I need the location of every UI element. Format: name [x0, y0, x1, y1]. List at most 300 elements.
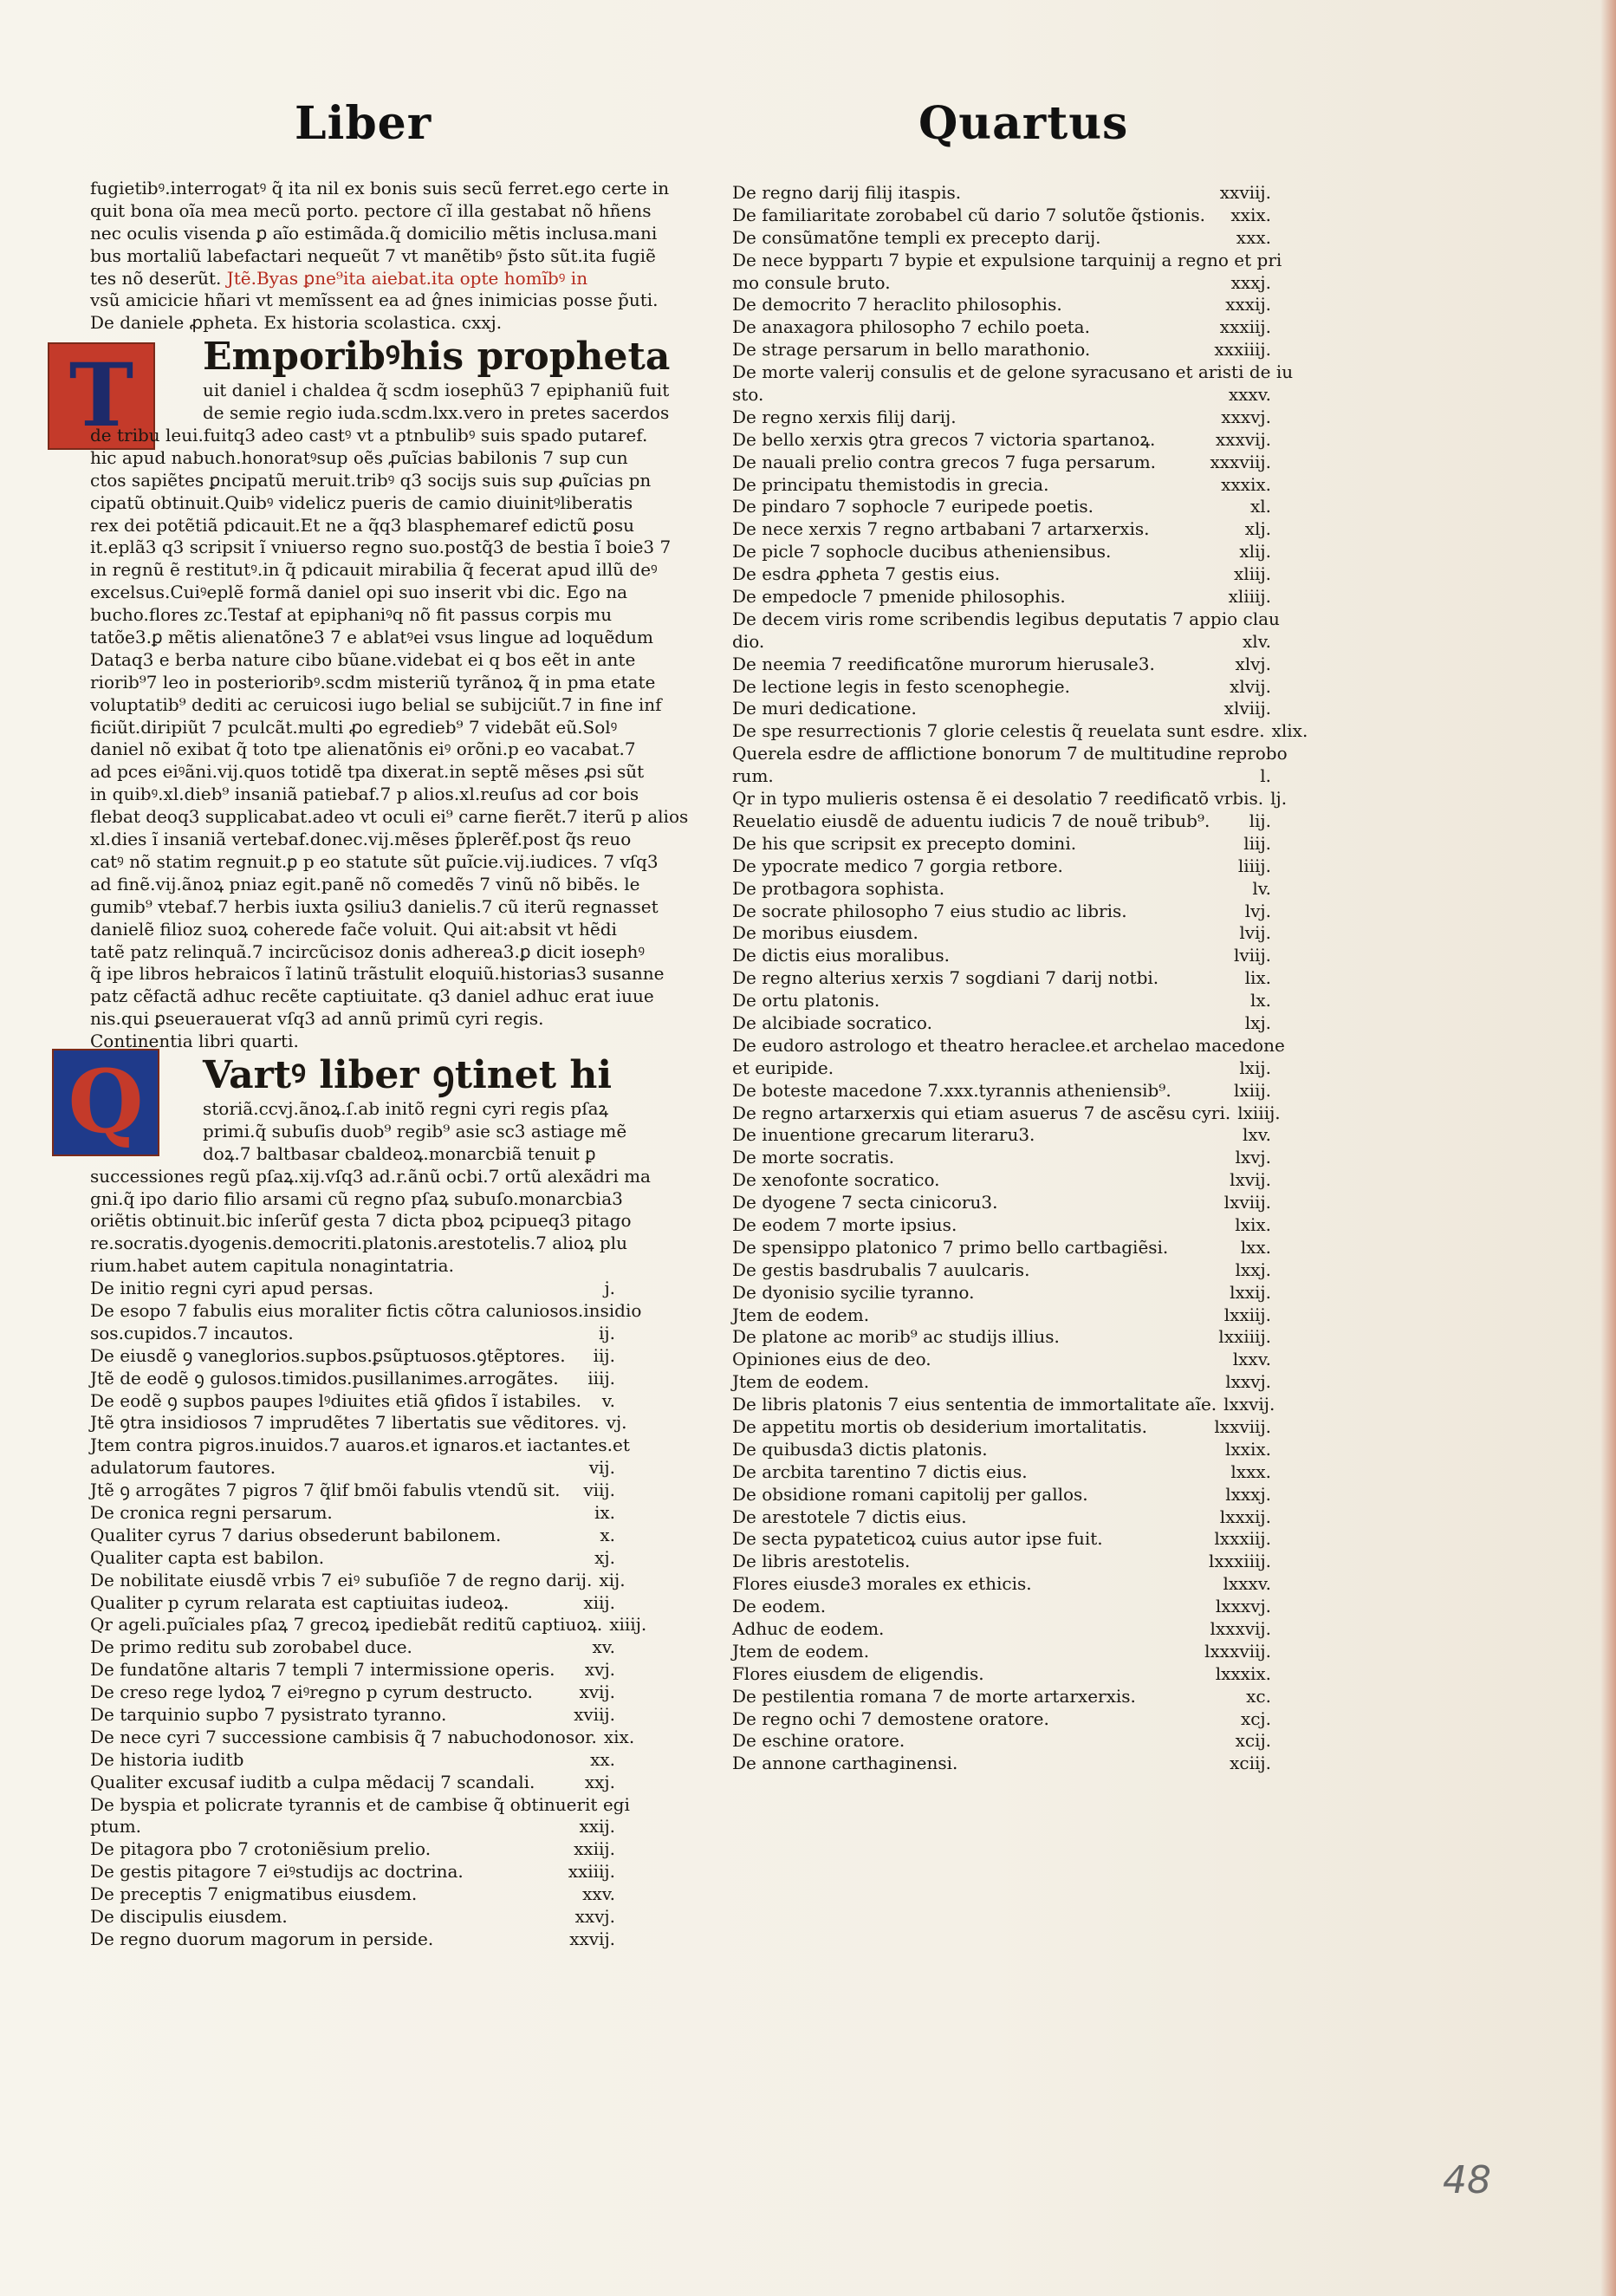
left-continentia-text: [90, 1097, 651, 1278]
toc-entry-title: mo consule bruto.: [732, 271, 891, 293]
text-line: flebat deoq3 supplicabat.adeo vt oculi ei⁹ carne fierẽt.7 iterũ p alios: [90, 806, 689, 828]
text-line: quit bona oĩa mea mecũ porto. pectore cĩ illa gestabat nõ hñens: [90, 199, 652, 221]
toc-entry: [90, 1749, 615, 1772]
toc-entry-title: De platone ac morib⁹ ac studijs illius.: [732, 1326, 1060, 1348]
toc-entry-number: lij.: [1249, 810, 1271, 831]
toc-entry-number: xxxv.: [1228, 384, 1271, 406]
text-line: de semie regio iuda.scdm.lxx.vero in pretes sacerdos: [203, 402, 670, 424]
toc-entry: [732, 922, 1271, 945]
running-head-right: Quartus: [918, 97, 1129, 150]
toc-entry: [732, 339, 1271, 361]
toc-entry-title: Jtẽ ꝯtra insidiosos 7 imprudẽtes 7 libertatis sue vẽditores.: [90, 1412, 600, 1434]
toc-entry-title: De initio regni cyri apud persas.: [90, 1278, 374, 1299]
toc-entry-number: xlvij.: [1230, 675, 1271, 697]
toc-entry-number: liiij.: [1237, 855, 1271, 876]
toc-entry-title: Querela esdre de afflictione bonorum 7 de multitudine reprobo: [732, 743, 1288, 764]
toc-entry-number: lxj.: [1244, 1011, 1271, 1033]
folio-number: 48: [1443, 2158, 1491, 2202]
toc-entry-title: De dyogene 7 secta cinicoru3.: [732, 1192, 998, 1213]
toc-entry-title: Jtem de eodem.: [732, 1371, 870, 1393]
toc-entry-number: lxxj.: [1235, 1259, 1271, 1280]
toc-entry: [732, 1147, 1271, 1169]
toc-entry: [732, 316, 1271, 339]
toc-entry-number: xxxiij.: [1219, 316, 1271, 338]
toc-entry: [90, 1592, 615, 1615]
toc-entry: [90, 1323, 615, 1345]
text-line: oriẽtis obtinuit.bic inſerũf gesta 7 dicta pboꝝ pcipueq3 pitago: [90, 1210, 632, 1232]
text-line: ficiũt.diripiũt 7 pculcãt.multi ꝓo egredieb⁹ 7 videbãt eũ.Solꝰ: [90, 716, 618, 738]
toc-entry: [90, 1636, 615, 1659]
toc-entry: [732, 698, 1271, 720]
left-column: [90, 178, 689, 1951]
toc-entry-number: xiij.: [583, 1591, 615, 1613]
toc-entry-number: j.: [604, 1278, 615, 1299]
toc-entry-title: De his que scripsit ex precepto domini.: [732, 832, 1077, 854]
toc-entry: [90, 1525, 615, 1547]
toc-entry: [732, 586, 1271, 608]
toc-entry-title: Qr in typo mulieris ostensa ẽ ei desolatio 7 reedificatõ vrbis.: [732, 788, 1264, 810]
toc-entry-title: De creso rege lydoꝝ 7 eiꝰregno p cyrum destructo.: [90, 1681, 533, 1703]
toc-entry-title: De nauali prelio contra grecos 7 fuga persarum.: [732, 451, 1157, 472]
toc-entry-title: De libris platonis 7 eius sententia de immortalitate aĩe.: [732, 1394, 1217, 1415]
toc-entry-number: xlv.: [1243, 630, 1271, 652]
toc-entry: [90, 1726, 635, 1749]
left-table-of-contents: [90, 1278, 647, 1951]
text-line: successiones regũ pſaꝝ.xij.vſq3 ad.r.ãnũ ocbi.7 ortũ alexãdri ma: [90, 1165, 651, 1187]
toc-entry-number: lj.: [1270, 788, 1288, 810]
toc-entry: [90, 1569, 626, 1592]
toc-entry: [732, 1596, 1271, 1618]
toc-entry-number: xx.: [590, 1748, 615, 1770]
toc-entry: [732, 452, 1271, 474]
toc-entry-title: De bello xerxis ꝯtra grecos 7 victoria spartanoꝝ.: [732, 428, 1156, 450]
toc-entry-title: ptum.: [90, 1816, 142, 1837]
toc-entry: [90, 1838, 615, 1861]
toc-entry-number: xix.: [603, 1726, 635, 1747]
toc-entry-title: De democrito 7 heraclito philosophis.: [732, 294, 1062, 315]
toc-entry: [732, 967, 1271, 990]
toc-entry: [90, 1480, 615, 1502]
toc-entry-number: lxxx.: [1230, 1460, 1271, 1482]
toc-entry-number: [641, 1300, 648, 1323]
toc-entry-number: lxv.: [1243, 1124, 1271, 1146]
toc-entry-number: xij.: [599, 1569, 626, 1590]
toc-entry-number: lxij.: [1239, 1057, 1271, 1078]
toc-entry-number: xxx.: [1236, 226, 1271, 248]
toc-entry: [90, 1816, 615, 1838]
toc-entry: [732, 384, 1271, 407]
toc-entry: [732, 945, 1271, 967]
toc-entry-number: [1285, 1035, 1292, 1057]
text-line: nis.qui ꝑseuerauerat vſq3 ad annũ primũ cyri regis.: [90, 1008, 544, 1030]
toc-entry-number: lxxxv.: [1223, 1573, 1271, 1595]
text-line: Dataq3 e berba nature cibo bũane.videbat ei q bos eẽt in ante: [90, 648, 636, 670]
toc-entry-number: [630, 1794, 637, 1817]
text-line: rex dei potẽtiã pdicauit.Et ne a q̃q3 blasphemaref edictũ ꝑosu: [90, 514, 635, 536]
text-line: Continentia libri quarti.: [90, 1031, 299, 1052]
text-line: it.eplã3 q3 scripsit ĩ vniuerso regno suo.postq̃3 de bestia ĩ boie3 7: [90, 537, 672, 558]
toc-entry-number: xciij.: [1230, 1753, 1271, 1774]
toc-entry-number: x.: [600, 1524, 615, 1545]
toc-entry-number: lxxxij.: [1219, 1506, 1271, 1527]
toc-entry-number: lxxxj.: [1225, 1483, 1271, 1505]
toc-entry-title: De nobilitate eiusdẽ vrbis 7 eiꝰ subuſiõe 7 de regno darij.: [90, 1569, 593, 1590]
left-heading-line: [90, 335, 671, 380]
toc-entry-number: lv.: [1252, 877, 1271, 899]
toc-entry: [732, 474, 1271, 497]
toc-entry: [732, 518, 1271, 541]
text-line: gumib⁹ vtebaf.7 herbis iuxta ꝯsiliu3 danielis.7 cũ iterũ regnasset: [90, 895, 659, 917]
toc-entry-number: lxxxvij.: [1210, 1618, 1271, 1639]
text-segment: tes nõ deserũt.: [90, 267, 222, 289]
toc-entry-title: De regno duorum magorum in perside.: [90, 1928, 434, 1949]
toc-entry: [732, 833, 1271, 855]
toc-entry: [732, 294, 1271, 316]
toc-entry-number: lxvij.: [1230, 1169, 1271, 1191]
toc-entry-number: xxiiij.: [568, 1861, 615, 1883]
toc-entry: [732, 1326, 1271, 1349]
toc-entry-title: De esdra ꝓpheta 7 gestis eius.: [732, 563, 1001, 585]
toc-entry: [90, 1390, 615, 1413]
toc-entry-number: xxij.: [579, 1816, 615, 1837]
toc-entry-number: lxx.: [1240, 1236, 1271, 1258]
toc-entry-title: De lectione legis in festo scenophegie.: [732, 675, 1070, 697]
text-line: bus mortaliũ labefactari nequeũt 7 vt manẽtibꝰ p̃sto sũt.ita fugiẽ: [90, 244, 656, 266]
toc-entry-number: xliiij.: [1228, 586, 1271, 608]
text-line: hic apud nabuch.honoratꝰsup oẽs ꝓuĩcias babilonis 7 sup cun: [90, 446, 628, 468]
toc-entry-number: v.: [601, 1389, 615, 1411]
toc-entry: [90, 1614, 647, 1636]
toc-entry: [732, 631, 1271, 654]
toc-entry-title: Qualiter excusaf iuditb a culpa mẽdacij 7 scandali.: [90, 1771, 535, 1792]
right-column: [732, 182, 1308, 1775]
toc-entry-title: De xenofonte socratico.: [732, 1169, 940, 1191]
toc-entry-number: l.: [1260, 765, 1271, 787]
toc-entry-title: De eodem.: [732, 1596, 827, 1617]
toc-entry-title: Qualiter p cyrum relarata est captiuitas iudeoꝝ.: [90, 1591, 509, 1613]
toc-entry-title: Reuelatio eiusdẽ de aduentu iudicis 7 de nouẽ tribub⁹.: [732, 810, 1210, 831]
toc-entry-number: xxxj.: [1230, 271, 1271, 293]
toc-entry-title: De dyonisio sycilie tyranno.: [732, 1281, 975, 1303]
toc-entry-number: lxxxvj.: [1215, 1596, 1271, 1617]
text-line: riorib⁹7 leo in posterioribꝰ.scdm misteriũ tyrãnoꝝ q̃ in pma etate: [90, 671, 656, 693]
toc-entry: [732, 1259, 1271, 1282]
toc-entry: [732, 496, 1271, 518]
toc-entry-title: De alcibiade socratico.: [732, 1011, 932, 1033]
text-line: daniel nõ exibat q̃ toto tpe alienatõnis eiꝰ orõni.p eo vacabat.7: [90, 738, 636, 760]
toc-entry-title: De inuentione grecarum literaru3.: [732, 1124, 1035, 1146]
toc-entry-number: [1288, 743, 1295, 765]
toc-entry-title: De nece byppartı 7 bypie et expulsione tarquinij a regno et pri: [732, 249, 1282, 270]
toc-entry: [90, 1793, 630, 1817]
text-line: uit daniel i chaldea q̃ scdm iosephũ3 7 epiphaniũ fuit: [203, 380, 670, 401]
toc-entry: [90, 1457, 615, 1480]
toc-entry-title: De arcbita tarentino 7 dictis eius.: [732, 1460, 1028, 1482]
toc-entry-number: lvj.: [1244, 900, 1271, 921]
toc-entry-title: Adhuc de eodem.: [732, 1618, 885, 1639]
text-line: in quibꝰ.xl.dieb⁹ insaniã patiebaf.7 p alios.xl.reuſus ad cor bois: [90, 784, 639, 805]
toc-entry-title: De discipulis eiusdem.: [90, 1906, 288, 1928]
text-line: tatẽ patz relinquã.7 incircũcisoz donis adherea3.ꝑ dicit iosephꝰ: [90, 940, 645, 962]
toc-entry-title: De neemia 7 reedificatõne murorum hierusale3.: [732, 653, 1155, 674]
toc-entry-number: lxviij.: [1223, 1192, 1271, 1213]
rubricated-segment: Jtẽ.Byas ꝑne⁹ita aiebat.ita opte homĩbꝰ in: [226, 267, 588, 289]
toc-entry-title: De dictis eius moralibus.: [732, 945, 951, 966]
toc-entry-title: De cronica regni persarum.: [90, 1501, 333, 1523]
toc-entry-number: xlvj.: [1235, 653, 1271, 674]
toc-entry-title: De spensippo platonico 7 primo bello cartbagiẽsi.: [732, 1236, 1169, 1258]
toc-entry: [90, 1278, 615, 1300]
toc-entry: [732, 990, 1271, 1012]
toc-entry-title: De regno ochi 7 demostene oratore.: [732, 1707, 1049, 1729]
toc-entry: [732, 1753, 1271, 1775]
toc-entry-title: De pitagora pbo 7 crotoniẽsium prelio.: [90, 1838, 432, 1860]
toc-entry-title: De fundatõne altaris 7 templi 7 intermissione operis.: [90, 1659, 555, 1681]
toc-entry-title: De spe resurrectionis 7 glorie celestis q̃ reuelata sunt esdre.: [732, 720, 1265, 742]
toc-entry: [732, 743, 1288, 765]
toc-entry: [90, 1412, 627, 1434]
toc-entry-number: vij.: [588, 1457, 615, 1479]
toc-entry: [732, 1439, 1271, 1461]
toc-entry-number: lxxxviij.: [1204, 1640, 1271, 1662]
toc-entry: [732, 205, 1271, 227]
text-line: re.socratis.dyogenis.democriti.platonis.arestotelis.7 alioꝝ plu: [90, 1233, 627, 1254]
toc-entry-title: sos.cupidos.7 incautos.: [90, 1322, 294, 1343]
toc-entry-title: De preceptis 7 enigmatibus eiusdem.: [90, 1883, 418, 1905]
toc-entry-title: Opiniones eius de deo.: [732, 1349, 931, 1370]
toc-entry-title: Jtem de eodem.: [732, 1640, 870, 1662]
toc-entry-title: et euripide.: [732, 1057, 834, 1078]
text-line: excelsus.Cuiꝰeplẽ formã daniel opi suo inserit vbi dic. Ego na: [90, 582, 628, 603]
toc-entry-title: De principatu themistodis in grecia.: [732, 473, 1049, 495]
toc-entry-title: De pestilentia romana 7 de morte artarxerxis.: [732, 1685, 1136, 1707]
toc-entry: [732, 765, 1271, 788]
text-line: doꝝ.7 baltbasar cbaldeoꝝ.monarcbiã tenuit ꝑ: [203, 1142, 596, 1164]
toc-entry-number: xliij.: [1233, 563, 1271, 585]
toc-entry-number: ij.: [599, 1322, 615, 1343]
toc-entry-number: lxix.: [1235, 1213, 1271, 1235]
toc-entry: [732, 1618, 1271, 1641]
toc-entry: [90, 1704, 615, 1727]
text-line: cipatũ obtinuit.Quibꝰ videlicz pueris de camio diuinitꝰliberatis: [90, 491, 633, 513]
toc-entry: [732, 1730, 1271, 1753]
toc-entry-number: xlviij.: [1223, 698, 1271, 719]
toc-entry: [732, 855, 1271, 878]
toc-entry-number: xc.: [1246, 1685, 1271, 1707]
toc-entry: [732, 1080, 1271, 1102]
toc-entry: [732, 878, 1271, 901]
text-line: ctos sapiẽtes ꝑncipatũ meruit.tribꝰ q3 socijs suis sup ꝓuĩcias pn: [90, 469, 652, 491]
text-line: primi.q̃ subuſis duob⁹ regib⁹ asie sc3 astiage mẽ: [203, 1120, 627, 1141]
toc-entry-title: Flores eiusdem de eligendis.: [732, 1662, 984, 1684]
toc-entry-title: De ypocrate medico 7 gorgia retbore.: [732, 855, 1063, 876]
toc-entry: [732, 563, 1271, 586]
page-edge: [1600, 0, 1616, 2296]
toc-entry: [90, 1772, 615, 1794]
text-line: rium.habet autem capitula nonagintatria.: [90, 1255, 454, 1277]
text-line: voluptatib⁹ dediti ac ceruicosi iugo belial se subijciũt.7 in fine inf: [90, 693, 662, 715]
toc-entry: [732, 1214, 1271, 1237]
toc-entry-title: De consũmatõne templi ex precepto darij.: [732, 226, 1101, 248]
text-line: q̃ ipe libros hebraicos ĩ latinũ trãstulit eloquiũ.historias3 susanne: [90, 963, 665, 985]
text-line: gni.q̃ ipo dario filio arsami cũ regno pſaꝝ subuſo.monarcbia3: [90, 1187, 623, 1209]
toc-entry-number: xxix.: [1230, 204, 1271, 225]
right-table-of-contents: [732, 182, 1308, 1775]
toc-entry: [732, 272, 1271, 295]
toc-entry-number: [630, 1434, 637, 1457]
toc-entry-number: xlix.: [1271, 720, 1308, 742]
toc-entry-title: De regno alterius xerxis 7 sogdiani 7 darij notbi.: [732, 967, 1159, 989]
text-line: nec oculis visenda ꝑ aĩo estimãda.q̃ domicilio mẽtis inclusa.mani: [90, 222, 658, 244]
toc-entry-title: De primo reditu sub zorobabel duce.: [90, 1636, 412, 1658]
toc-entry-number: xcij.: [1235, 1730, 1271, 1752]
toc-entry-title: De moribus eiusdem.: [732, 922, 918, 944]
toc-entry: [90, 1681, 615, 1704]
toc-entry: [732, 810, 1271, 833]
text-line: De daniele ꝓpheta. Ex historia scolastica. cxxj.: [90, 312, 503, 334]
toc-entry-number: lvij.: [1239, 922, 1271, 944]
toc-entry: [732, 1349, 1271, 1371]
toc-entry-title: De byspia et policrate tyrannis et de cambise q̃ obtinuerit egi: [90, 1793, 630, 1815]
toc-entry-title: De ortu platonis.: [732, 990, 880, 1011]
toc-entry-number: lxxvj.: [1225, 1371, 1271, 1393]
toc-entry: [90, 1434, 630, 1457]
toc-entry-number: liij.: [1243, 832, 1271, 854]
left-heading-line-2: [90, 1053, 615, 1098]
toc-entry: [732, 182, 1271, 205]
toc-entry-number: lxxix.: [1225, 1438, 1271, 1460]
toc-entry-number: xxxiiij.: [1214, 339, 1271, 361]
toc-entry-title: De tarquinio supbo 7 pysistrato tyranno.: [90, 1704, 447, 1725]
toc-entry-number: lviij.: [1233, 945, 1271, 966]
left-heading: Emporibꝰhis propheta: [203, 335, 671, 380]
toc-entry: [732, 1686, 1271, 1708]
toc-entry-number: xviij.: [574, 1704, 615, 1725]
toc-entry-title: rum.: [732, 765, 774, 787]
toc-entry: [90, 1659, 615, 1681]
toc-entry: [732, 1237, 1271, 1259]
toc-entry: [732, 1124, 1271, 1147]
toc-entry-number: xxv.: [582, 1883, 615, 1905]
toc-entry-title: De protbagora sophista.: [732, 877, 945, 899]
toc-entry-title: De nece cyri 7 successione cambisis q̃ 7 nabuchodonosor.: [90, 1726, 597, 1747]
toc-entry-number: xxxviij.: [1210, 451, 1271, 472]
toc-entry-number: vj.: [606, 1412, 627, 1434]
toc-entry-number: xxxvj.: [1221, 406, 1271, 427]
toc-entry-title: De eschine oratore.: [732, 1730, 905, 1752]
text-line: storiã.ccvj.ãnoꝝ.ſ.ab initõ regni cyri regis pſaꝝ: [203, 1097, 609, 1119]
toc-entry-number: lxxij.: [1230, 1281, 1271, 1303]
toc-entry-title: sto.: [732, 384, 764, 406]
toc-entry: [732, 1573, 1271, 1596]
toc-entry-title: Qualiter capta est babilon.: [90, 1546, 325, 1568]
text-line: ad pces eiꝰãni.vij.quos totidẽ tpa dixerat.in septẽ mẽses ꝓsi sũt: [90, 761, 645, 783]
toc-entry-number: lxxvij.: [1223, 1394, 1275, 1415]
toc-entry: [732, 1371, 1271, 1394]
toc-entry-title: De regno darij filij itaspis.: [732, 182, 962, 203]
toc-entry: [732, 1663, 1271, 1686]
toc-entry: [732, 720, 1308, 743]
running-head-left: Liber: [295, 97, 432, 150]
toc-entry-title: De eodem 7 morte ipsius.: [732, 1213, 957, 1235]
toc-entry-title: dio.: [732, 630, 765, 652]
toc-entry-title: De muri dedicatione.: [732, 698, 917, 719]
toc-entry: [732, 1034, 1285, 1057]
toc-entry-title: De nece xerxis 7 regno artbabani 7 artarxerxis.: [732, 518, 1150, 540]
toc-entry: [732, 407, 1271, 429]
toc-entry: [732, 1304, 1271, 1327]
toc-entry-number: xxviij.: [1219, 182, 1271, 203]
toc-entry-number: lix.: [1244, 967, 1271, 989]
toc-entry-number: xxxvij.: [1215, 428, 1271, 450]
toc-entry: [732, 361, 1294, 384]
toc-entry: [90, 1502, 615, 1525]
text-line: fugietibꝰ.interrogatꝰ q̃ ita nil ex bonis suis secũ ferret.ego certe in: [90, 178, 670, 198]
toc-entry: [90, 1345, 615, 1368]
toc-entry: [732, 429, 1271, 452]
illuminated-initial-t: T: [48, 342, 155, 450]
toc-entry-title: De gestis basdrubalis 7 auulcaris.: [732, 1259, 1030, 1280]
toc-entry: [90, 1929, 615, 1951]
toc-entry-number: xxiij.: [574, 1838, 615, 1860]
toc-entry-number: iiij.: [587, 1367, 615, 1389]
toc-entry-title: De gestis pitagore 7 eiꝰstudijs ac doctrina.: [90, 1861, 464, 1883]
toc-entry-number: xl.: [1249, 496, 1271, 517]
text-line: ad finẽ.vij.ãnoꝝ pniaz egit.panẽ nõ comedẽs 7 vinũ nõ bibẽs. le: [90, 873, 640, 894]
toc-entry: [732, 901, 1271, 923]
toc-entry-title: De familiaritate zorobabel cũ dario 7 solutõe q̃stionis.: [732, 204, 1205, 225]
toc-entry-number: xv.: [592, 1636, 615, 1658]
toc-entry-number: lxxiiij.: [1218, 1326, 1271, 1348]
toc-entry: [732, 1169, 1271, 1192]
toc-entry-title: Jtẽ de eodẽ ꝯ gulosos.timidos.pusillanimes.arrogãtes.: [90, 1367, 559, 1389]
toc-entry-title: De decem viris rome scribendis legibus deputatis 7 appio clau: [732, 608, 1280, 629]
toc-entry: [90, 1299, 642, 1323]
toc-entry-title: De annone carthaginensi.: [732, 1753, 958, 1774]
toc-entry-number: xvij.: [579, 1681, 615, 1703]
toc-entry: [90, 1883, 615, 1906]
toc-entry: [732, 249, 1282, 272]
toc-entry-number: lxxxiiij.: [1209, 1551, 1271, 1572]
toc-entry: [732, 1708, 1271, 1731]
toc-entry-number: ix.: [594, 1501, 615, 1523]
toc-entry-number: [1282, 250, 1288, 272]
toc-entry-title: De obsidione romani capitolij per gallos.: [732, 1483, 1088, 1505]
toc-entry-title: De morte socratis.: [732, 1147, 895, 1168]
toc-entry: [90, 1906, 615, 1929]
toc-entry-title: De esopo 7 fabulis eius moraliter fictis cõtra caluniosos.insidio: [90, 1299, 642, 1321]
toc-entry: [732, 1528, 1271, 1551]
toc-entry-title: De arestotele 7 dictis eius.: [732, 1506, 967, 1527]
text-line: xl.dies ĩ insaniã vertebaf.donec.vij.mẽses p̃plerẽf.post q̃s reuo: [90, 829, 632, 850]
toc-entry-title: De anaxagora philosopho 7 echilo poeta.: [732, 316, 1090, 338]
toc-entry-number: xlj.: [1244, 518, 1271, 540]
toc-entry-number: lxxv.: [1232, 1349, 1271, 1370]
toc-entry: [732, 1102, 1281, 1125]
toc-entry: [732, 788, 1288, 810]
toc-entry-title: De quibusda3 dictis platonis.: [732, 1438, 988, 1460]
toc-entry-title: adulatorum fautores.: [90, 1457, 276, 1479]
toc-entry-number: xxxij.: [1225, 294, 1271, 315]
toc-entry-number: lxxiij.: [1223, 1304, 1271, 1325]
toc-entry-title: Jtem contra pigros.inuidos.7 auaros.et ignaros.et iactantes.et: [90, 1434, 630, 1456]
toc-entry-title: Qualiter cyrus 7 darius obsederunt babilonem.: [90, 1524, 502, 1545]
toc-entry: [90, 1861, 615, 1883]
toc-entry-number: lxxxiij.: [1214, 1528, 1271, 1550]
toc-entry: [732, 1551, 1271, 1573]
toc-entry: [732, 541, 1271, 563]
toc-entry-title: De pindaro 7 sophocle 7 euripede poetis.: [732, 496, 1094, 517]
